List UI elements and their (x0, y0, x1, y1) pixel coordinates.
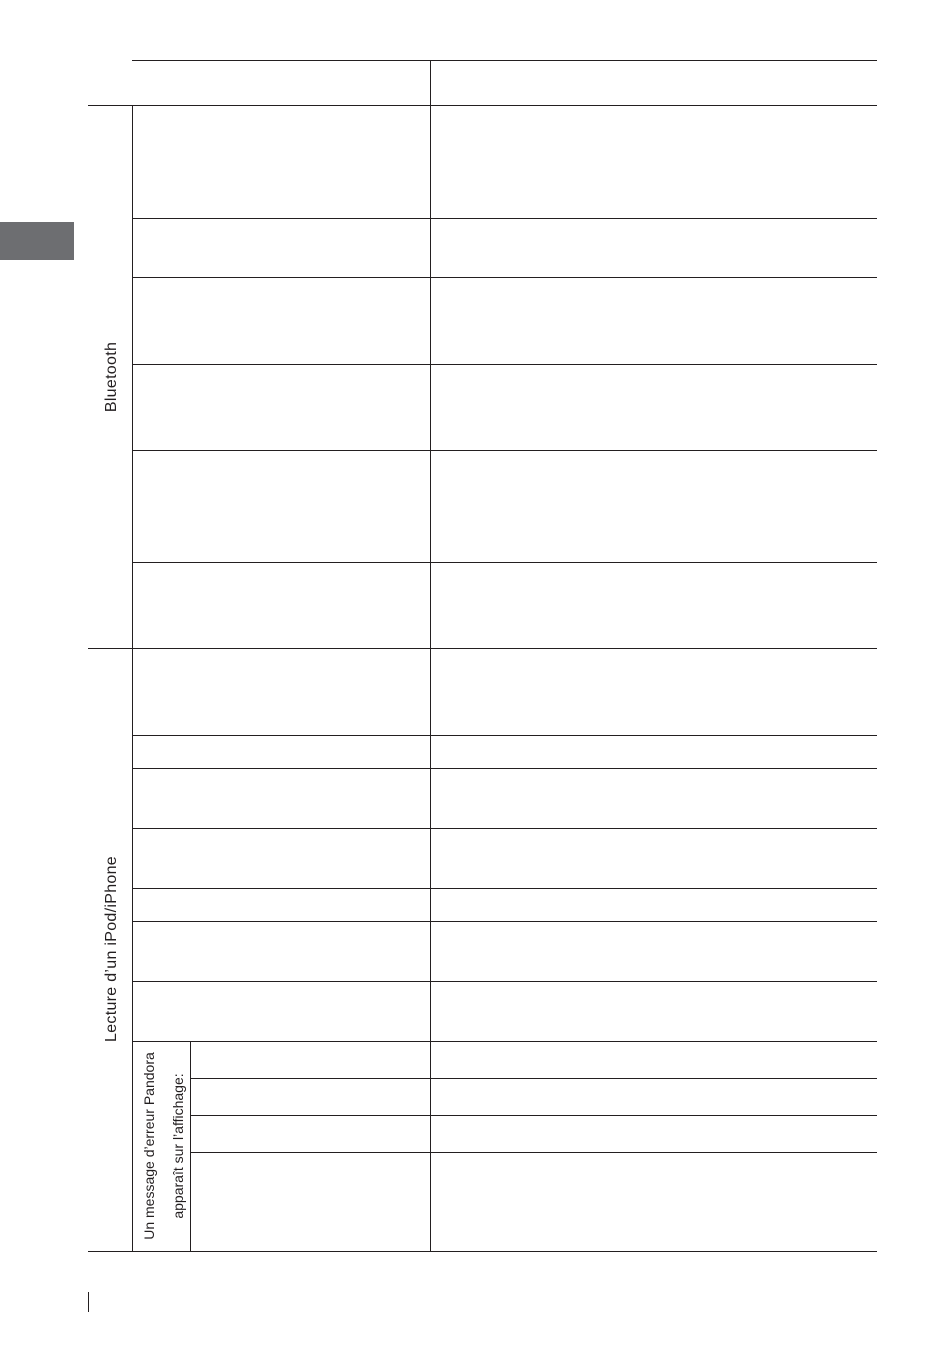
section-label-ipod: Lecture d’un iPod/iPhone (103, 856, 120, 1042)
table-row-divider (132, 277, 877, 278)
table-row-divider (132, 735, 877, 736)
section-tab (0, 222, 74, 260)
table-row-divider (132, 218, 877, 219)
table-row-divider (132, 828, 877, 829)
section-divider (88, 648, 877, 649)
footer-page-marker (88, 1292, 89, 1312)
pandora-error-label (135, 1052, 193, 1240)
section-label-bluetooth: Bluetooth (103, 341, 120, 413)
table-row-divider (132, 768, 877, 769)
table-row-divider (132, 364, 877, 365)
pandora-error-label-line2: apparaît sur l’affichage: (170, 1073, 186, 1219)
table-row-divider (132, 921, 877, 922)
table-bottom-rule (88, 1251, 877, 1252)
table-row-divider (190, 1152, 877, 1153)
table-row-divider (190, 1115, 877, 1116)
header-column-divider (430, 60, 431, 105)
table-row-divider (132, 450, 877, 451)
table-row-divider (132, 1041, 877, 1042)
table-top-rule (132, 60, 877, 61)
header-bottom-rule (88, 105, 877, 106)
table-row-divider (132, 981, 877, 982)
table-row-divider (132, 888, 877, 889)
table-row-divider (190, 1078, 877, 1079)
pandora-error-label-line1: Un message d’erreur Pandora (141, 1052, 157, 1240)
table-row-divider (132, 562, 877, 563)
